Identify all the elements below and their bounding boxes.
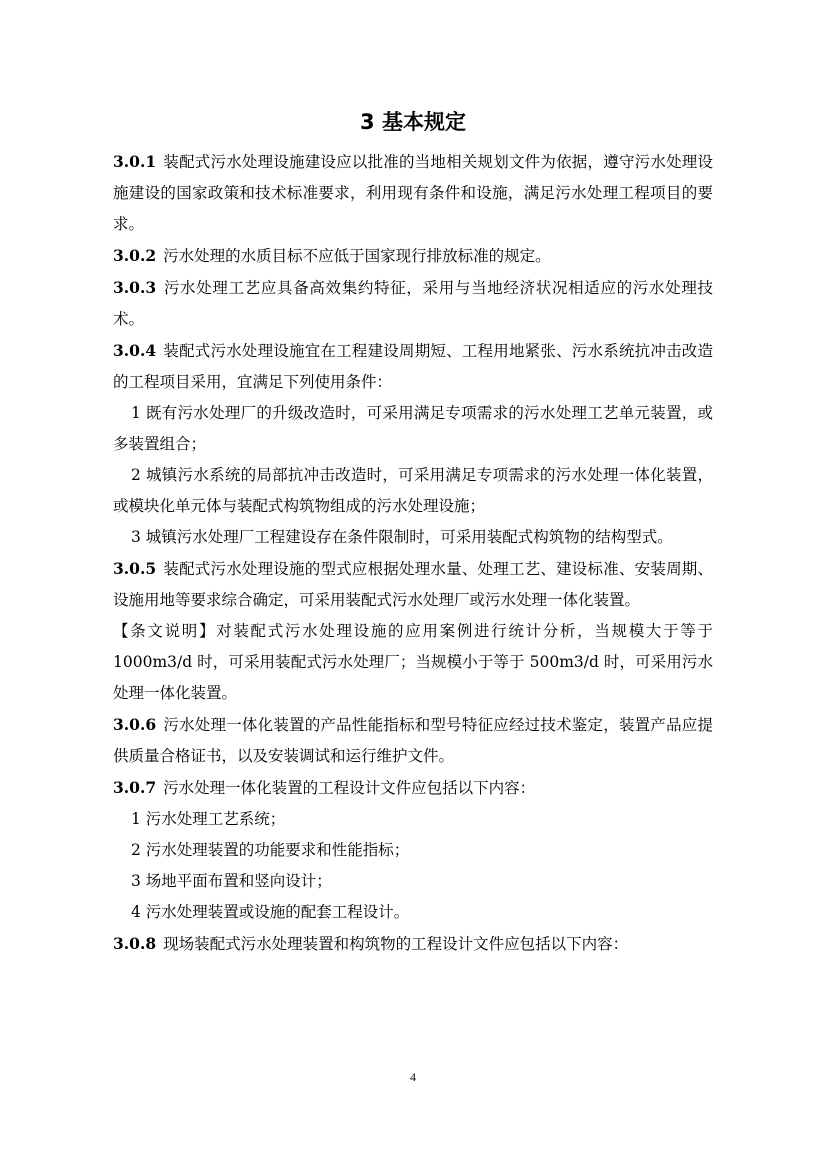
clause-number: 3.0.1 xyxy=(113,152,157,171)
clause-explanation-note: 【条文说明】对装配式污水处理设施的应用案例进行统计分析，当规模大于等于1000m3/d 时，可采用装配式污水处理厂；当规模小于等于 500m3/d 时，可采用污水处理一体化装置。 xyxy=(113,622,713,702)
clause-3-0-8 xyxy=(113,928,713,960)
clause-number: 3.0.8 xyxy=(113,934,157,953)
clause-number: 3.0.6 xyxy=(113,715,157,734)
clause-3-0-7 xyxy=(113,772,713,804)
clause-text: 装配式污水处理设施建设应以批准的当地相关规划文件为依据，遵守污水处理设施建设的国家政策和技术标准要求，利用现有条件和设施，满足污水处理工程项目的要求。 xyxy=(113,153,713,233)
section-title: 3 基本规定 xyxy=(360,110,466,134)
clause-3-0-6 xyxy=(113,709,713,772)
clause-text: 污水处理一体化装置的工程设计文件应包括以下内容： xyxy=(163,779,536,797)
clause-text: 污水处理工艺应具备高效集约特征，采用与当地经济状况相适应的污水处理技术。 xyxy=(113,279,713,328)
clause-3-0-4 xyxy=(113,335,713,398)
list-item: 1 污水处理工艺系统； xyxy=(131,810,286,828)
clause-number: 3.0.5 xyxy=(113,559,157,578)
clause-number: 3.0.2 xyxy=(113,246,157,265)
clause-number: 3.0.7 xyxy=(113,778,157,797)
clause-number: 3.0.3 xyxy=(113,278,157,297)
list-item: 3 场地平面布置和竖向设计； xyxy=(131,872,332,890)
clause-3-0-3 xyxy=(113,272,713,335)
clause-3-0-2 xyxy=(113,240,713,272)
list-item: 2 城镇污水系统的局部抗冲击改造时，可采用满足专项需求的污水处理一体化装置，或模块化单元体与装配式构筑物组成的污水处理设施； xyxy=(113,466,713,515)
clause-text: 现场装配式污水处理装置和构筑物的工程设计文件应包括以下内容： xyxy=(163,935,629,953)
page-number: 4 xyxy=(410,1070,416,1084)
list-item: 1 既有污水处理厂的升级改造时，可采用满足专项需求的污水处理工艺单元装置，或多装置组合； xyxy=(113,404,713,453)
clause-text: 污水处理的水质目标不应低于国家现行排放标准的规定。 xyxy=(163,247,551,265)
clause-text: 污水处理一体化装置的产品性能指标和型号特征应经过技术鉴定，装置产品应提供质量合格证书，以及安装调试和运行维护文件。 xyxy=(113,716,713,765)
clause-text: 装配式污水处理设施宜在工程建设周期短、工程用地紧张、污水系统抗冲击改造的工程项目采用，宜满足下列使用条件： xyxy=(113,342,713,391)
clause-text: 装配式污水处理设施的型式应根据处理水量、处理工艺、建设标准、安装周期、设施用地等要求综合确定，可采用装配式污水处理厂或污水处理一体化装置。 xyxy=(113,560,713,609)
list-item: 4 污水处理装置或设施的配套工程设计。 xyxy=(131,903,410,921)
list-item: 3 城镇污水处理厂工程建设存在条件限制时，可采用装配式构筑物的结构型式。 xyxy=(131,528,673,546)
clause-3-0-5 xyxy=(113,553,713,616)
clause-number: 3.0.4 xyxy=(113,341,157,360)
clause-3-0-1 xyxy=(113,146,713,240)
list-item: 2 污水处理装置的功能要求和性能指标； xyxy=(131,841,410,859)
